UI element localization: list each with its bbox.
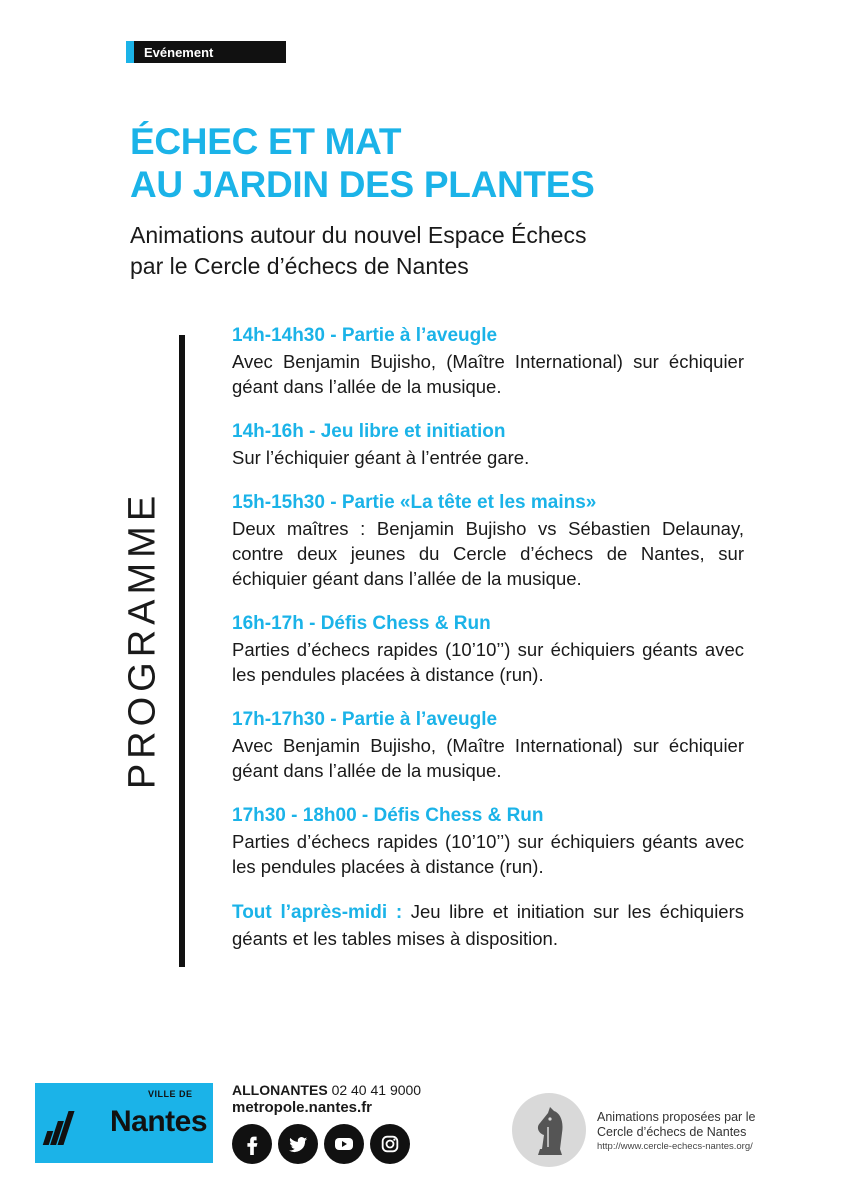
website-link[interactable]: metropole.nantes.fr: [232, 1099, 373, 1116]
club-credit: [597, 1110, 755, 1153]
program-item-time: 15h-15h30 - Partie «La tête et les mains»: [232, 492, 597, 513]
youtube-icon[interactable]: [324, 1124, 364, 1164]
program-list: [232, 323, 744, 972]
program-item-all-afternoon: [232, 899, 744, 952]
program-item-desc: Avec Benjamin Bujisho, (Maître International) sur échiquier géant dans l’allée de la musique.: [232, 735, 744, 781]
knight-icon: [512, 1093, 586, 1167]
facebook-icon[interactable]: [232, 1124, 272, 1164]
subtitle-line-1: Animations autour du nouvel Espace Échecs: [130, 222, 587, 248]
event-subtitle: [130, 220, 586, 282]
club-credit-line-2: Cercle d’échecs de Nantes: [597, 1125, 747, 1139]
category-tag: [126, 41, 286, 63]
program-label-text: PROGRAMME: [121, 490, 164, 790]
nantes-logo-name: Nantes: [110, 1105, 208, 1138]
program-item-desc: Avec Benjamin Bujisho, (Maître International) sur échiquier géant dans l’allée de la musique.: [232, 351, 744, 397]
program-item: [232, 323, 744, 399]
tag-accent: [126, 41, 134, 63]
title-line-1: ÉCHEC ET MAT: [130, 121, 402, 162]
program-item-desc: Parties d’échecs rapides (10’10’’) sur échiquiers géants avec les pendules placées à distance (run).: [232, 831, 744, 877]
program-item-time: 14h-14h30 - Partie à l’aveugle: [232, 325, 498, 346]
program-item-time: Tout l’après-midi :: [232, 902, 403, 923]
program-item-desc: Parties d’échecs rapides (10’10’’) sur échiquiers géants avec les pendules placées à distance (run).: [232, 639, 744, 685]
program-item: [232, 707, 744, 783]
program-item-desc: Jeu libre et initiation sur les échiquiers géants et les tables mises à disposition.: [232, 901, 745, 949]
tag-label: Evénement: [144, 44, 214, 60]
club-credit-line-1: Animations proposées par le: [597, 1110, 756, 1124]
twitter-icon[interactable]: [278, 1124, 318, 1164]
program-item-desc: Sur l’échiquier géant à l’entrée gare.: [232, 447, 530, 468]
title-line-2: AU JARDIN DES PLANTES: [130, 164, 595, 205]
chess-club-logo: [512, 1093, 586, 1167]
program-item: [232, 490, 744, 591]
nantes-logo[interactable]: [35, 1083, 213, 1163]
phone-number[interactable]: 02 40 41 9000: [331, 1082, 422, 1098]
social-links: [232, 1124, 421, 1164]
program-item-time: 16h-17h - Défis Chess & Run: [232, 613, 491, 634]
program-item-time: 17h30 - 18h00 - Défis Chess & Run: [232, 805, 544, 826]
program-item: [232, 611, 744, 687]
allo-nantes-label: ALLONANTES: [232, 1082, 328, 1098]
instagram-icon[interactable]: [370, 1124, 410, 1164]
contact-block: [232, 1082, 421, 1164]
program-item-time: 14h-16h - Jeu libre et initiation: [232, 421, 506, 442]
program-item-desc: Deux maîtres : Benjamin Bujisho vs Sébastien Delaunay, contre deux jeunes du Cercle d’échecs de Nantes, sur échiquier géant dans l’allée de la musique.: [232, 518, 744, 589]
program-item-time: 17h-17h30 - Partie à l’aveugle: [232, 709, 498, 730]
subtitle-line-2: par le Cercle d’échecs de Nantes: [130, 253, 469, 279]
nantes-logo-mark: [45, 1111, 69, 1145]
program-item: [232, 419, 744, 470]
program-divider: [179, 335, 185, 967]
allo-nantes-line: [232, 1082, 421, 1098]
event-title: [130, 120, 594, 206]
nantes-logo-ville: VILLE DE: [148, 1089, 193, 1099]
program-item: [232, 803, 744, 879]
club-website-link[interactable]: http://www.cercle-echecs-nantes.org/: [597, 1141, 753, 1152]
